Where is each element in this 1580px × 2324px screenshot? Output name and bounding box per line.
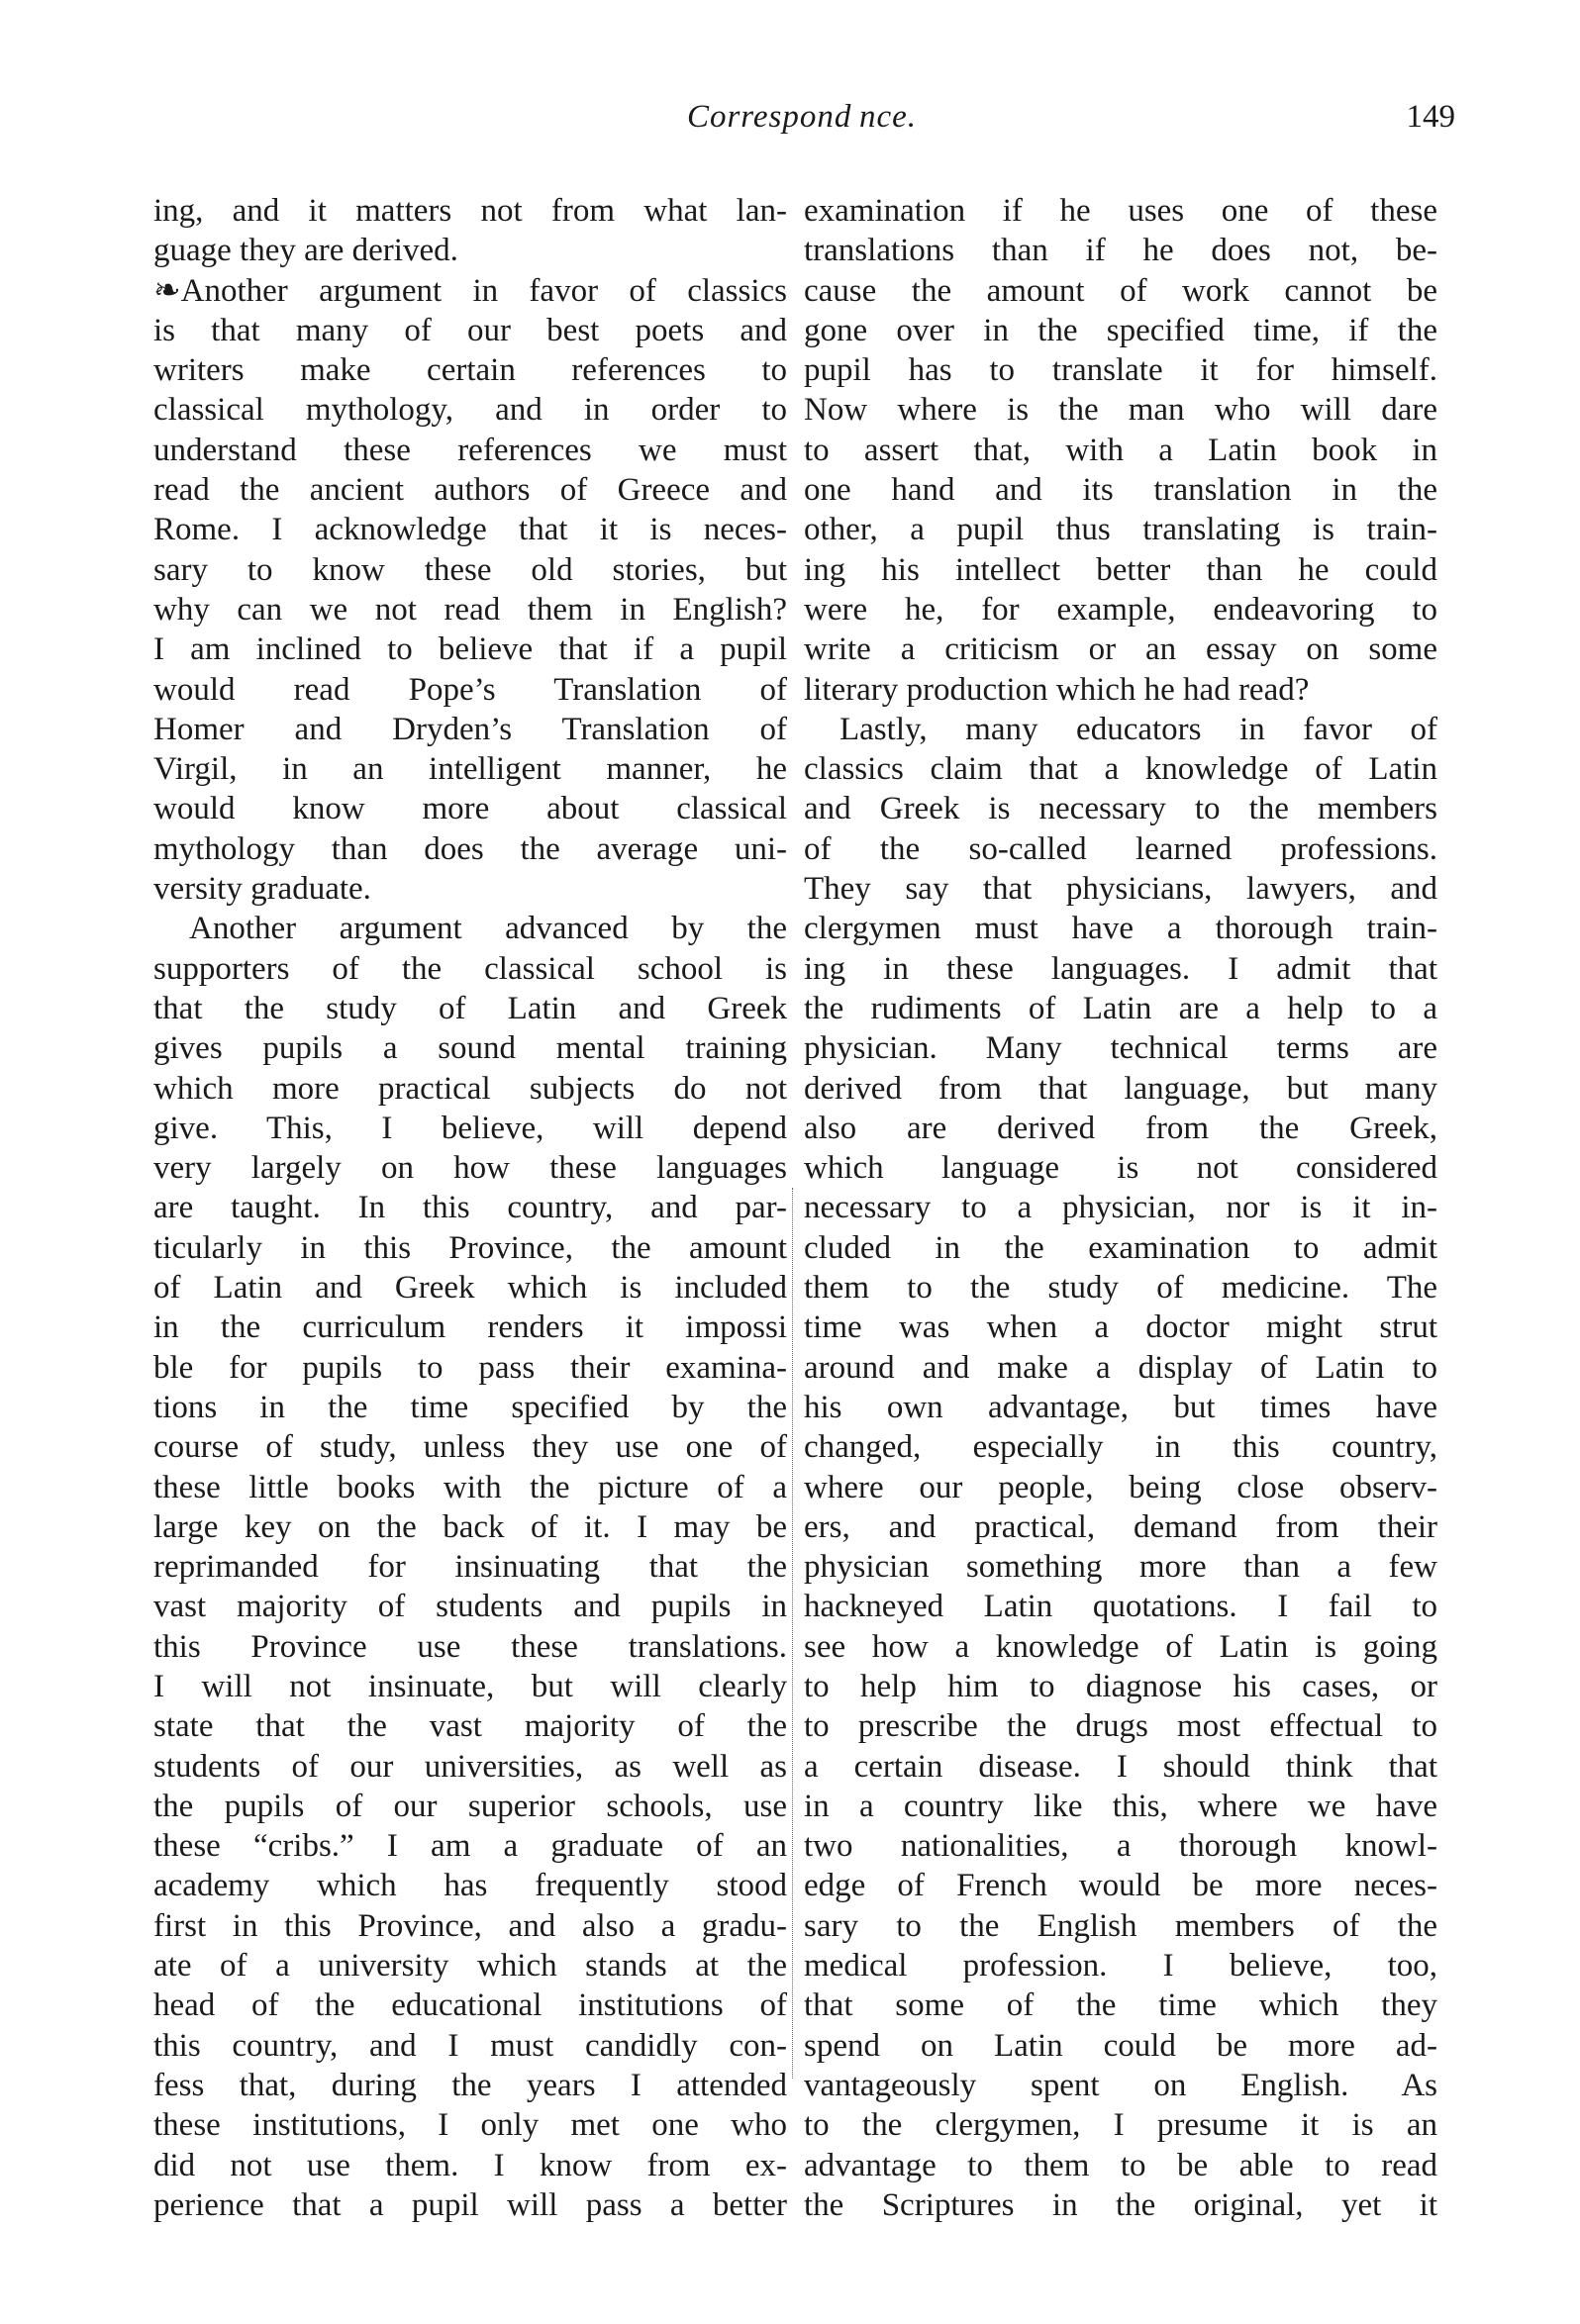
text-line: sary to the English members of the xyxy=(804,1907,1437,1944)
text-line: ticularly in this Province, the amount xyxy=(153,1229,787,1266)
text-line: see how a knowledge of Latin is going xyxy=(804,1628,1437,1665)
text-line: They say that physicians, lawyers, and xyxy=(804,871,1437,908)
text-line: reprimanded for insinuating that the xyxy=(153,1549,787,1586)
text-line: perience that a pupil will pass a better xyxy=(153,2186,787,2223)
text-line: ble for pupils to pass their examina- xyxy=(153,1349,787,1386)
text-line: which more practical subjects do not xyxy=(153,1070,787,1107)
text-line: is that many of our best poets and xyxy=(153,312,787,348)
text-line: gives pupils a sound mental training xyxy=(153,1030,787,1067)
text-line: in the curriculum renders it impossi xyxy=(153,1309,787,1346)
text-line: I am inclined to believe that if a pupil xyxy=(153,631,787,668)
text-line: this country, and I must candidly con- xyxy=(153,2027,787,2064)
text-line: his own advantage, but times have xyxy=(804,1389,1437,1425)
text-line: why can we not read them in English? xyxy=(153,591,787,628)
text-line: would know more about classical xyxy=(153,791,787,827)
running-title: Correspond nce. xyxy=(686,99,918,135)
text-line: Now where is the man who will dare xyxy=(804,392,1437,429)
text-line: vantageously spent on English. As xyxy=(804,2067,1437,2103)
text-line: Lastly, many educators in favor of xyxy=(839,711,1437,747)
text-line: necessary to a physician, nor is it in- xyxy=(804,1190,1437,1226)
text-line: translations than if he does not, be- xyxy=(804,233,1437,269)
text-line: which language is not considered xyxy=(804,1150,1437,1187)
text-line: clergymen must have a thorough train- xyxy=(804,911,1437,947)
text-line: hackneyed Latin quotations. I fail to xyxy=(804,1589,1437,1625)
text-line: large key on the back of it. I may be xyxy=(153,1508,787,1545)
text-line: did not use them. I know from ex- xyxy=(153,2147,787,2183)
text-line: where our people, being close observ- xyxy=(804,1469,1437,1505)
text-line: that some of the time which they xyxy=(804,1987,1437,2024)
text-line: understand these references we must xyxy=(153,432,787,468)
text-line: that the study of Latin and Greek xyxy=(153,990,787,1026)
text-line: students of our universities, as well as xyxy=(153,1748,787,1785)
text-line: would read Pope’s Translation of xyxy=(153,671,787,708)
column-divider xyxy=(792,1188,793,2079)
text-line: these institutions, I only met one who xyxy=(153,2107,787,2144)
text-line: also are derived from the Greek, xyxy=(804,1110,1437,1146)
text-line: course of study, unless they use one of xyxy=(153,1429,787,1466)
text-line: ing his intellect better than he could xyxy=(804,551,1437,588)
text-line: mythology than does the average uni- xyxy=(153,830,787,867)
text-line: I will not insinuate, but will clearly xyxy=(153,1668,787,1704)
text-line: other, a pupil thus translating is train- xyxy=(804,512,1437,548)
text-line: around and make a display of Latin to xyxy=(804,1349,1437,1386)
text-line: in a country like this, where we have xyxy=(804,1788,1437,1824)
right-text-column xyxy=(804,191,1437,2225)
text-line: versity graduate. xyxy=(153,871,371,908)
text-line: Virgil, in an intelligent manner, he xyxy=(153,751,787,788)
text-line: spend on Latin could be more ad- xyxy=(804,2027,1437,2064)
text-line: very largely on how these languages xyxy=(153,1150,787,1187)
text-line: to the clergymen, I presume it is an xyxy=(804,2107,1437,2144)
text-line: read the ancient authors of Greece and xyxy=(153,472,787,509)
text-line: a certain disease. I should think that xyxy=(804,1748,1437,1785)
text-line: sary to know these old stories, but xyxy=(153,551,787,588)
text-line: to prescribe the drugs most effectual to xyxy=(804,1708,1437,1745)
text-line: ate of a university which stands at the xyxy=(153,1948,787,1985)
text-line: this Province use these translations. xyxy=(153,1628,787,1665)
text-line: first in this Province, and also a gradu- xyxy=(153,1907,787,1944)
text-line: classics claim that a knowledge of Latin xyxy=(804,751,1437,788)
text-line: classical mythology, and in order to xyxy=(153,392,787,429)
text-line: ers, and practical, demand from their xyxy=(804,1508,1437,1545)
text-line: fess that, during the years I attended xyxy=(153,2067,787,2103)
page-number: 149 xyxy=(1406,99,1455,135)
text-line: tions in the time specified by the xyxy=(153,1389,787,1425)
text-line: examination if he uses one of these xyxy=(804,193,1437,229)
text-line: ing, and it matters not from what lan- xyxy=(153,193,787,229)
text-line: one hand and its translation in the xyxy=(804,472,1437,509)
text-line: give. This, I believe, will depend xyxy=(153,1110,787,1146)
text-line: head of the educational institutions of xyxy=(153,1987,787,2024)
text-line: derived from that language, but many xyxy=(804,1070,1437,1107)
text-line: academy which has frequently stood xyxy=(153,1868,787,1904)
text-line: Rome. I acknowledge that it is neces- xyxy=(153,512,787,548)
text-line: medical profession. I believe, too, xyxy=(804,1948,1437,1985)
text-line: to help him to diagnose his cases, or xyxy=(804,1668,1437,1704)
text-line: to assert that, with a Latin book in xyxy=(804,432,1437,468)
text-line: advantage to them to be able to read xyxy=(804,2147,1437,2183)
text-line: cluded in the examination to admit xyxy=(804,1229,1437,1266)
text-line: physician something more than a few xyxy=(804,1549,1437,1586)
text-line: supporters of the classical school is xyxy=(153,950,787,987)
text-line: two nationalities, a thorough knowl- xyxy=(804,1828,1437,1865)
text-line: vast majority of students and pupils in xyxy=(153,1589,787,1625)
text-line: ❧Another argument in favor of classics xyxy=(153,272,787,309)
text-line: edge of French would be more neces- xyxy=(804,1868,1437,1904)
text-line: state that the vast majority of the xyxy=(153,1708,787,1745)
text-line: time was when a doctor might strut xyxy=(804,1309,1437,1346)
text-line: these “cribs.” I am a graduate of an xyxy=(153,1828,787,1865)
text-line: pupil has to translate it for himself. xyxy=(804,352,1437,389)
text-line: guage they are derived. xyxy=(153,233,458,269)
page-header xyxy=(148,99,1455,148)
text-line: Homer and Dryden’s Translation of xyxy=(153,711,787,747)
text-line: cause the amount of work cannot be xyxy=(804,272,1437,309)
text-line: of Latin and Greek which is included xyxy=(153,1270,787,1307)
text-line: literary production which he had read? xyxy=(804,671,1310,708)
text-line: write a criticism or an essay on some xyxy=(804,631,1437,668)
text-line: writers make certain references to xyxy=(153,352,787,389)
text-line: and Greek is necessary to the members xyxy=(804,791,1437,827)
text-line: the Scriptures in the original, yet it xyxy=(804,2186,1437,2223)
text-line: of the so-called learned professions. xyxy=(804,830,1437,867)
text-line: were he, for example, endeavoring to xyxy=(804,591,1437,628)
text-line: these little books with the picture of a xyxy=(153,1469,787,1505)
text-line: changed, especially in this country, xyxy=(804,1429,1437,1466)
text-line: physician. Many technical terms are xyxy=(804,1030,1437,1067)
left-text-column xyxy=(153,191,787,2225)
text-line: the pupils of our superior schools, use xyxy=(153,1788,787,1824)
text-line: Another argument advanced by the xyxy=(189,911,787,947)
text-line: gone over in the specified time, if the xyxy=(804,312,1437,348)
text-line: the rudiments of Latin are a help to a xyxy=(804,990,1437,1026)
text-line: ing in these languages. I admit that xyxy=(804,950,1437,987)
text-line: them to the study of medicine. The xyxy=(804,1270,1437,1307)
text-line: are taught. In this country, and par- xyxy=(153,1190,787,1226)
